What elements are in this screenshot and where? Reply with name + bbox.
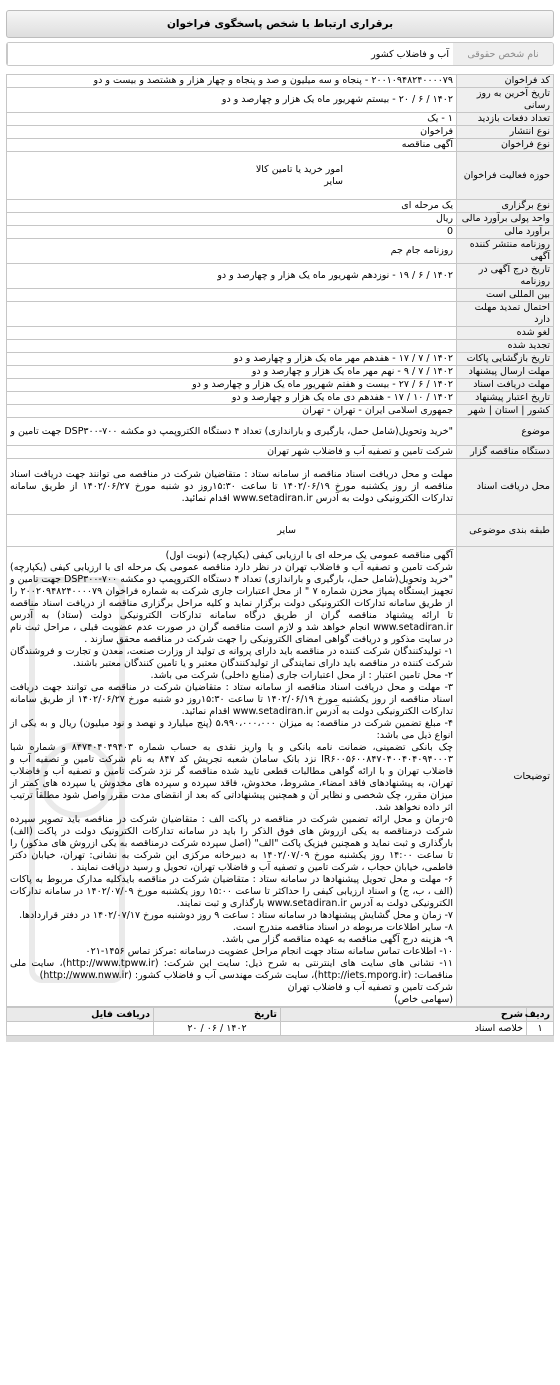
info-row <box>7 139 554 152</box>
tender-detail-page <box>0 10 560 1042</box>
info-label: مهلت ارسال پیشنهاد <box>457 366 554 379</box>
info-label: تعداد دفعات بازدید <box>457 113 554 126</box>
info-label: روزنامه منتشر کننده آگهی <box>457 239 554 264</box>
description-paragraph: ۸- سایر اطلاعات مربوطه در اسناد مناقصه مندرج است. <box>232 922 453 933</box>
info-row <box>7 340 554 353</box>
info-row <box>7 200 554 213</box>
info-value: "خرید وتحویل(شامل حمل، بارگیری و باراندازی) تعداد ۴ دستگاه الکتروپمپ دو مکشه DSP۳۰۰-۷۰۰ جهت تامین و <box>7 418 457 446</box>
info-label: دستگاه مناقصه گزار <box>457 446 554 459</box>
info-label: کشور | استان | شهر <box>457 405 554 418</box>
page-title-bar <box>6 10 554 38</box>
info-label: طبقه بندی موضوعی <box>457 515 554 547</box>
info-value: سایر <box>7 515 457 547</box>
contact-label: نام شخص حقوقی <box>453 43 553 65</box>
info-value: یک مرحله ای <box>7 200 457 213</box>
description-paragraph: (سهامی خاص) <box>394 994 453 1005</box>
description-paragraph: ۱۰- اطلاعات تماس سامانه ستاد جهت انجام مراحل عضویت درسامانه :مرکز تماس ۱۴۵۶-۰۲۱ <box>85 946 453 957</box>
description-row <box>7 547 554 1007</box>
info-label: نوع انتشار <box>457 126 554 139</box>
files-table <box>6 1007 554 1036</box>
info-row <box>7 446 554 459</box>
info-value: ریال <box>7 213 457 226</box>
info-row <box>7 515 554 547</box>
info-value: ۲۰۰۱۰۹۴۸۲۴۰۰۰۰۷۹ - پنجاه و سه میلیون و صد و پنجاه و چهار هزار و هشتصد و بیست و دو <box>7 75 457 88</box>
info-row <box>7 289 554 302</box>
info-row <box>7 239 554 264</box>
info-value: ۱۴۰۲ / ۷ / ۹ - نهم مهر ماه یک هزار و چهارصد و دو <box>7 366 457 379</box>
description-paragraph: ۲- محل تامین اعتبار : از محل اعتبارات جاری (منابع داخلی) شرکت می باشد. <box>150 670 453 681</box>
info-value: ۱۴۰۲ / ۱۰ / ۱۷ - هفدهم دی ماه یک هزار و چهارصد و دو <box>7 392 457 405</box>
info-row <box>7 302 554 327</box>
description-paragraph: ۷- زمان و محل گشایش پیشنهادها در سامانه ستاد : ساعت ۹ روز دوشنبه مورخ ۱۴۰۲/۰۷/۱۷ در دفتر قراردادها. <box>19 910 453 921</box>
info-row <box>7 418 554 446</box>
info-label: تاریخ بازگشایی پاکات <box>457 353 554 366</box>
info-label: واحد پولی برآورد مالی <box>457 213 554 226</box>
info-value: فراخوان <box>7 126 457 139</box>
info-value: مهلت و محل دریافت اسناد مناقصه از سامانه ستاد : متقاضیان شرکت در مناقصه می توانند جهت دریافت اسناد مناقصه از روز یکشنبه مورخ ۱۴۰۲/۰۶/۱۹ تا ساعت ۱۵:۳۰روز دو شنبه مورخ ۱۴۰۲/۰۶/۲۷ از طریق سامانه تدارکات الکترونیکی دولت به آدرس www.setadiran.ir اقدام نمائید. <box>7 459 457 515</box>
info-row <box>7 264 554 289</box>
info-label: تاریخ اعتبار پیشنهاد <box>457 392 554 405</box>
file-row-date: ۱۴۰۲ / ۰۶ / ۲۰ <box>154 1022 281 1036</box>
file-row-desc: خلاصه اسناد <box>281 1022 527 1036</box>
info-row <box>7 366 554 379</box>
info-value <box>7 302 457 327</box>
activity-area-secondary: سایر <box>324 175 343 187</box>
description-paragraph: ۵-زمان و محل ارائه تضمین شرکت در مناقصه در پاکت الف : متقاضیان شرکت در مناقصه باید تصویر سپرده شرکت درمناقصه به یکی ازروش های فوق الذکر را باید در سامانه تدارکات الکترونیک دولت در پاکت (الف) بارگذاری و ثبت نماید و همچنین فیزیک پاکت "الف" (اصل سپرده شرکت درمناقصه به یکی ازروش های مذکور) را تا ساعت ۱۴:۰۰ روز یکشنبه مورخ ۱۴۰۲/۰۷/۰۹ به دبیرخانه مرکزی این شرکت به نشانی: تهران، خیابان دکتر فاطمی، خیابان حجاب ، شرکت تامین و تصفیه آب و فاضلاب تهران، تحویل و رسید دریافت نمایند . <box>10 814 453 873</box>
info-row <box>7 353 554 366</box>
description-label: توضیحات <box>457 547 554 1007</box>
description-body <box>7 547 457 1007</box>
info-value <box>7 340 457 353</box>
info-row <box>7 405 554 418</box>
description-paragraph: ۶- مهلت و محل تحویل پیشنهادها در سامانه ستاد : متقاضیان شرکت در مناقصه بایدکلیه مدارک مربوط به پاکات (الف ، ب، ج) و اسناد ارزیابی کیفی را حداکثر تا ساعت ۱۵:۰۰ روز یکشنبه مورخ ۱۴۰۲/۰۷/۰۹ در سامانه تدارکات الکترونیکی دولت به آدرس www.setadiran.ir بارگذاری و ثبت نمایند. <box>10 874 453 909</box>
info-value: روزنامه جام جم <box>7 239 457 264</box>
info-row <box>7 213 554 226</box>
info-value: ۱۴۰۲ / ۶ / ۲۰ - بیستم شهریور ماه یک هزار و چهارصد و دو <box>7 88 457 113</box>
description-paragraph: ۴- مبلغ تضمین شرکت در مناقصه: به میزان ۵،۹۹۰،۰۰۰،۰۰۰ (پنج میلیارد و نهصد و نود میلیون) ریال و به یکی از انواع ذیل می باشد: <box>10 718 453 741</box>
info-label: حوزه فعالیت فراخوان <box>457 152 554 200</box>
info-label: نوع فراخوان <box>457 139 554 152</box>
info-value: ۱۴۰۲ / ۷ / ۱۷ - هفدهم مهر ماه یک هزار و چهارصد و دو <box>7 353 457 366</box>
info-value: شرکت تامین و تصفیه آب و فاضلاب شهر تهران <box>7 446 457 459</box>
description-paragraph: آگهی مناقصه عمومی یک مرحله ای با ارزیابی کیفی (یکپارچه) (نوبت اول) <box>165 550 453 561</box>
file-row <box>7 1022 554 1036</box>
page-title: برقراری ارتباط با شخص پاسخگوی فراخوان <box>166 18 394 30</box>
info-label: تجدید شده <box>457 340 554 353</box>
info-value: 0 <box>7 226 457 239</box>
file-row-index: ۱ <box>527 1022 554 1036</box>
footer-bar <box>6 1036 554 1042</box>
files-header-index: ردیف <box>527 1008 554 1022</box>
info-value: ۱۴۰۲ / ۶ / ۲۷ - بیست و هفتم شهریور ماه یک هزار و چهارصد و دو <box>7 379 457 392</box>
description-paragraph: ۹- هزینه درج آگهی مناقصه به عهده مناقصه گزار می باشد. <box>222 934 453 945</box>
description-paragraph: چک بانکی تضمینی، ضمانت نامه بانکی و یا واریز نقدی به حساب شماره ۸۴۷۴۰۴۰۴۹۴۰۳ و شماره شبا IR۶۰۰۵۶۰۰۸۴۷۰۴۰۰۴۰۴۰۹۴۰۰۰۳ نزد بانک سامان شعبه تجریش کد ۸۴۷ به نام شرکت تامین و تصفیه آب و فاضلاب تهران و با ارائه گواهی مطالبات قطعی تایید شده مناقصه گر نزد شرکت تامین و تصفیه آب و فاضلاب تهران، به پیشنهادهای فاقد امضاء، مشروط، مخدوش، فاقد سپرده و سپرده های مخدوش یا سپرده های کمتر از میزان مقرر، چک شخصی و نظایر آن و همچنین پیشنهاداتی که بعد از انقضای مدت مقرر واصل شود مطلقاً ترتیب اثر داده نخواهد شد. <box>10 742 453 813</box>
info-label: موضوع <box>457 418 554 446</box>
info-row <box>7 226 554 239</box>
info-row <box>7 75 554 88</box>
files-header-desc: شرح <box>281 1008 527 1022</box>
info-row <box>7 126 554 139</box>
contact-row <box>6 42 554 66</box>
info-label: کد فراخوان <box>457 75 554 88</box>
files-header-date: تاریخ <box>154 1008 281 1022</box>
info-row <box>7 327 554 340</box>
info-value <box>7 289 457 302</box>
info-row <box>7 459 554 515</box>
tender-info-table <box>6 74 554 1007</box>
info-row <box>7 88 554 113</box>
info-value <box>7 152 457 200</box>
activity-area-primary: امور خرید یا تامین کالا <box>255 163 343 175</box>
info-value: آگهی مناقصه <box>7 139 457 152</box>
description-paragraph: ۱- تولیدکنندگان شرکت کننده در مناقصه باید دارای پروانه ی تولید از وزارت صنعت، معدن و تجارت و فروشندگان شرکت کننده در مناقصه باید دارای نمایندگی از تولیدکنندگان معتبر و یا تامین کنندگان معتبر باشند. <box>10 646 453 669</box>
description-paragraph: ۳- مهلت و محل دریافت اسناد مناقصه از سامانه ستاد : متقاضیان شرکت در مناقصه می توانند جهت دریافت اسناد مناقصه از روز یکشنبه مورخ ۱۴۰۲/۰۶/۱۹ تا ساعت ۱۵:۳۰روز دو شنبه مورخ ۱۴۰۲/۰۶/۲۷ از طریق سامانه تدارکات الکترونیکی دولت به آدرس www.setadiran.ir اقدام نمائید. <box>10 682 454 717</box>
files-header-row <box>7 1008 554 1022</box>
info-label: مهلت دریافت اسناد <box>457 379 554 392</box>
info-label: بین المللی است <box>457 289 554 302</box>
info-label: لغو شده <box>457 327 554 340</box>
info-label: محل دریافت اسناد <box>457 459 554 515</box>
info-value: جمهوری اسلامی ایران - تهران - تهران <box>7 405 457 418</box>
file-download-link[interactable] <box>7 1022 154 1036</box>
description-paragraph: ۱۱- نشانی های سایت های اینترنتی به شرح ذیل: سایت این شرکت: (http://www.tpww.ir)، سایت ملی مناقصات: (http://iets.mporg.ir)، سایت شرکت مهندسی آب و فاضلاب کشور: (http://www.nww.ir) <box>10 958 453 981</box>
info-row <box>7 152 554 200</box>
info-value: ۱ - یک <box>7 113 457 126</box>
info-label: تاریخ درج آگهی در روزنامه <box>457 264 554 289</box>
info-label: برآورد مالی <box>457 226 554 239</box>
info-row <box>7 379 554 392</box>
info-value: ۱۴۰۲ / ۶ / ۱۹ - نوزدهم شهریور ماه یک هزار و چهارصد و دو <box>7 264 457 289</box>
info-label: تاریخ آخرین به روز رسانی <box>457 88 554 113</box>
info-row <box>7 392 554 405</box>
info-value <box>7 327 457 340</box>
description-paragraph: شرکت تامین و تصفیه آب و فاضلاب تهران <box>287 982 453 993</box>
info-label: نوع برگزاری <box>457 200 554 213</box>
contact-value: آب و فاضلاب کشور <box>7 43 453 65</box>
info-label: احتمال تمدید مهلت دارد <box>457 302 554 327</box>
files-header-download: دریافت فایل <box>7 1008 154 1022</box>
description-paragraph: شرکت تامین و تصفیه آب و فاضلاب تهران در نظر دارد مناقصه عمومی یک مرحله ای با ارزیابی کیفی (یکپارچه) "خرید وتحویل(شامل حمل، بارگیری و باراندازی) تعداد ۴ دستگاه الکتروپمپ دو مکشه DSP۳۰۰-۷۰۰ جهت تامین و تجهیز ایستگاه پمپاژ مخزن شماره ۷ " از محل اعتبارات جاری شرکت به شماره فراخوان ۲۰۰۲۰۹۴۸۲۴۰۰۰۰۷۹ را از طریق سامانه تدارکات الکترونیکی دولت برگزار نماید و کلیه مراحل برگزاری مناقصه از دریافت اسناد مناقصه تا ارائه پیشنهاد مناقصه گران از طریق درگاه سامانه تدارکات الکترونیکی دولت (ستاد) به آدرس www.setadiran.ir انجام خواهد شد و لازم است مناقصه گران در صورت عدم عضویت قبلی ، مراحل ثبت نام در سایت مذکور و دریافت گواهی امضای الکترونیکی را جهت شرکت در مناقصه محقق سازند . <box>10 562 454 645</box>
info-row <box>7 113 554 126</box>
